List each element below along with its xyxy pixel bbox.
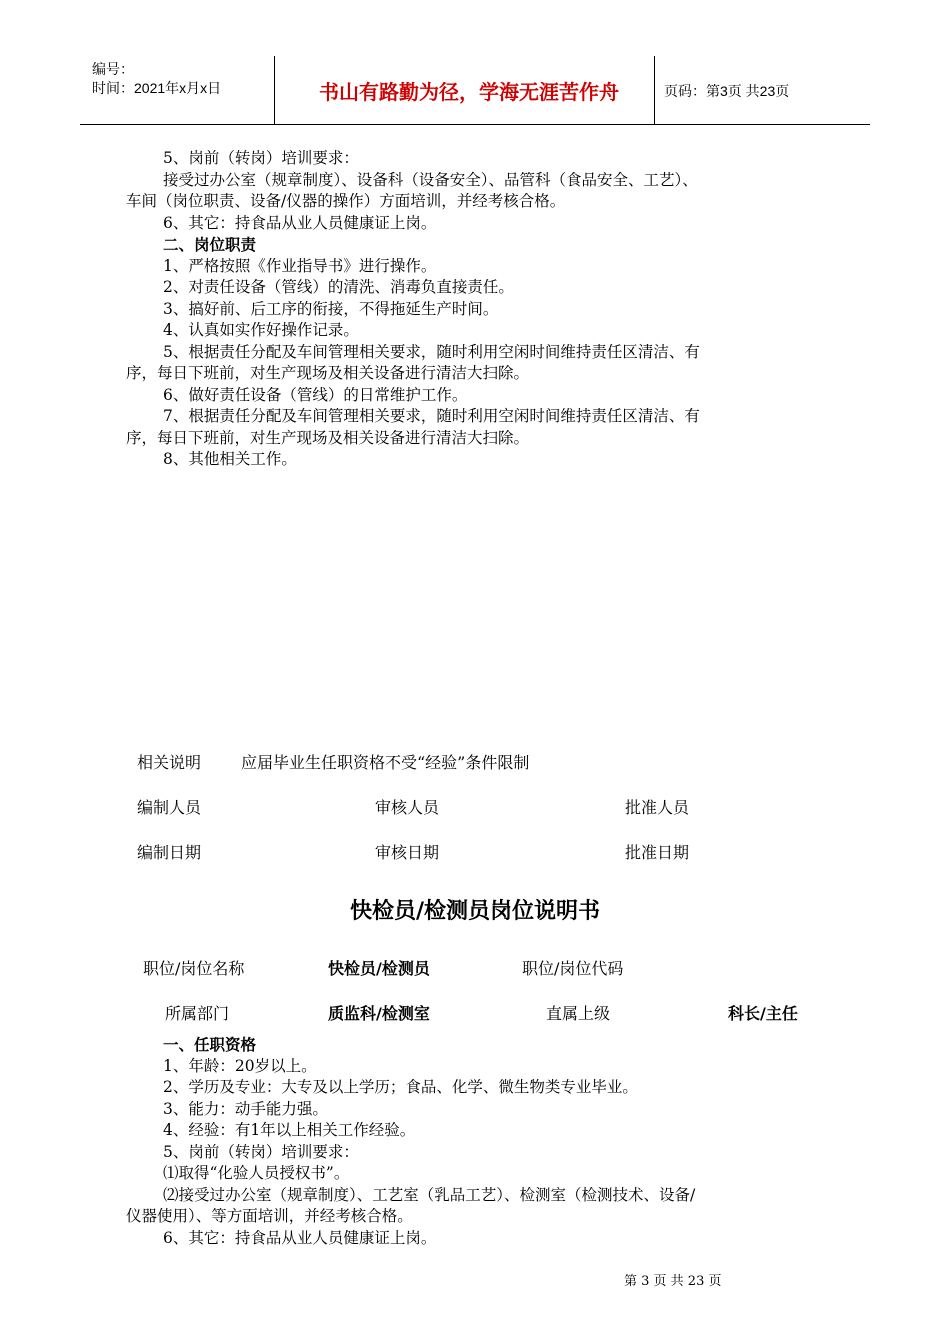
duty-item: 4、认真如实作好操作记录。 [163, 321, 359, 339]
dept-label: 所属部门 [165, 1004, 230, 1023]
qualification-item: 4、经验：有1年以上相关工作经验。 [163, 1121, 416, 1139]
qualification-item: 2、学历及专业：大专及以上学历；食品、化学、微生物类专业毕业。 [163, 1078, 638, 1096]
duty-item: 8、其他相关工作。 [163, 450, 297, 468]
qualification-item: ⑵接受过办公室（规章制度）、工艺室（乳品工艺）、检测室（检测技术、设备/ [163, 1185, 696, 1204]
duty-item: 序，每日下班前，对生产现场及相关设备进行清洁大扫除。 [126, 364, 530, 382]
text-line: 接受过办公室（规章制度）、设备科（设备安全）、品管科（食品安全、工艺）、 [163, 170, 698, 189]
page-footer: 第 3 页 共 23 页 [624, 1274, 722, 1289]
duty-item: 1、严格按照《作业指导书》进行操作。 [163, 256, 437, 275]
time-label: 时间：2021年x月x日 [92, 80, 222, 96]
qualification-item: ⑴取得“化验人员授权书”。 [163, 1164, 350, 1182]
approver-label: 批准人员 [625, 798, 690, 817]
number-label: 编号： [92, 61, 134, 77]
section-continued [126, 148, 860, 471]
position-value: 快检员/检测员 [328, 959, 430, 978]
header-divider [654, 56, 655, 124]
notes-value: 应届毕业生任职资格不受“经验”条件限制 [241, 753, 530, 772]
notes-label: 相关说明 [137, 753, 202, 772]
section-heading: 一、任职资格 [163, 1035, 257, 1054]
duty-item: 序，每日下班前，对生产现场及相关设备进行清洁大扫除。 [126, 428, 530, 447]
text-line: 5、岗前（转岗）培训要求： [163, 149, 359, 167]
qualification-item: 1、年龄：20岁以上。 [163, 1056, 317, 1075]
review-date-label: 审核日期 [375, 843, 440, 862]
qualification-item: 6、其它：持食品从业人员健康证上岗。 [163, 1228, 437, 1247]
superior-label: 直属上级 [546, 1004, 611, 1023]
qualification-item: 仪器使用）、等方面培训，并经考核合格。 [126, 1207, 413, 1225]
text-line: 6、其它：持食品从业人员健康证上岗。 [163, 213, 437, 232]
position-label: 职位/岗位名称 [143, 959, 245, 978]
document-title: 快检员/检测员岗位说明书 [349, 899, 601, 924]
duty-item: 5、根据责任分配及车间管理相关要求，随时利用空闲时间维持责任区清洁、有 [163, 342, 700, 361]
page-header [80, 56, 870, 125]
duty-item: 6、做好责任设备（管线）的日常维护工作。 [163, 385, 468, 404]
compiler-label: 编制人员 [137, 798, 202, 817]
qualifications [126, 1034, 860, 1249]
header-motto: 书山有路勤为径，学海无涯苦作舟 [319, 80, 619, 104]
header-meta [92, 60, 221, 98]
text-line: 车间（岗位职责、设备/仪器的操作）方面培训，并经考核合格。 [126, 192, 566, 210]
duty-item: 2、对责任设备（管线）的清洗、消毒负直接责任。 [163, 278, 514, 296]
dept-value: 质监科/检测室 [328, 1004, 430, 1023]
code-label: 职位/岗位代码 [522, 959, 624, 978]
approve-date-label: 批准日期 [625, 843, 690, 862]
superior-value: 科长/主任 [728, 1004, 798, 1023]
header-page-info: 页码：第3页 共23页 [664, 83, 790, 99]
qualification-item: 5、岗前（转岗）培训要求： [163, 1142, 359, 1161]
duty-item: 3、搞好前、后工序的衔接，不得拖延生产时间。 [163, 299, 499, 318]
section-heading: 二、岗位职责 [163, 235, 257, 254]
reviewer-label: 审核人员 [375, 798, 440, 817]
duty-item: 7、根据责任分配及车间管理相关要求，随时利用空闲时间维持责任区清洁、有 [163, 407, 700, 425]
header-divider [274, 56, 275, 124]
compile-date-label: 编制日期 [137, 843, 202, 862]
qualification-item: 3、能力：动手能力强。 [163, 1099, 328, 1118]
